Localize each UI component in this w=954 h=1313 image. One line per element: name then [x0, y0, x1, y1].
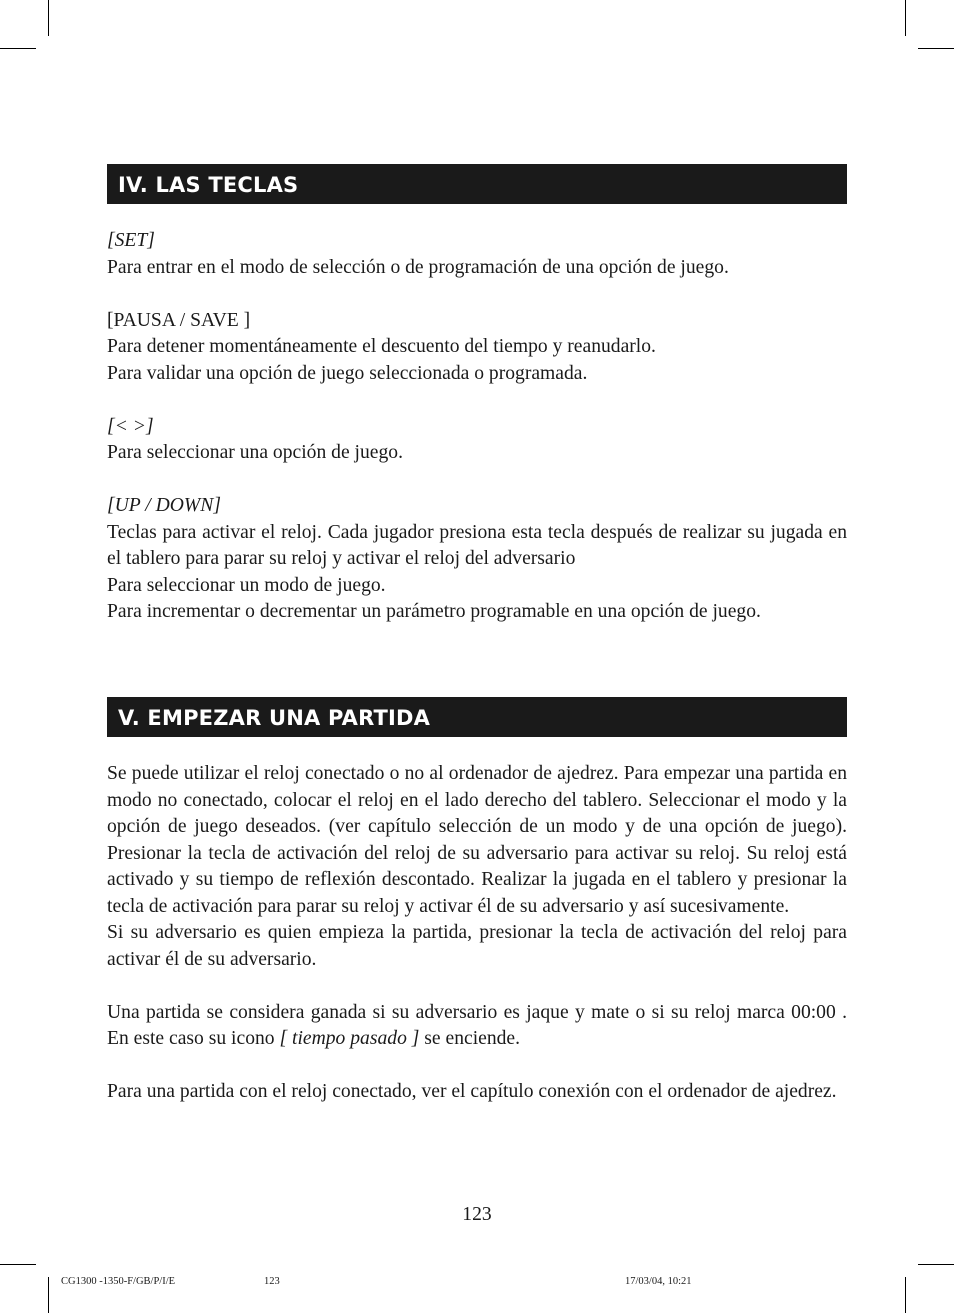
page-number: 123: [462, 1204, 492, 1225]
crop-mark: [918, 1264, 954, 1265]
icon-reference: [ tiempo pasado ]: [279, 1028, 420, 1049]
paragraph: [107, 1000, 847, 1053]
crop-mark: [48, 0, 49, 36]
key-desc-updown-1: Teclas para activar el reloj. Cada jugador presiona esta tecla después de realizar su jugada en el tablero para parar su reloj y activar el reloj del adversario: [107, 521, 847, 569]
crop-mark: [0, 1264, 36, 1265]
key-desc-set: Para entrar en el modo de selección o de programación de una opción de juego.: [107, 256, 729, 278]
key-desc-updown-3: Para incrementar o decrementar un parámetro programable en una opción de juego.: [107, 601, 761, 622]
key-label-pausa: [PAUSA / SAVE ]: [107, 309, 251, 331]
key-desc-pausa-2: Para validar una opción de juego seleccionada o programada.: [107, 362, 588, 384]
teclas-content: [107, 228, 847, 626]
key-desc-pausa-1: Para detener momentáneamente el descuento del tiempo y reanudarlo.: [107, 336, 656, 357]
crop-mark: [0, 48, 36, 49]
section-title: V. EMPEZAR UNA PARTIDA: [118, 706, 431, 730]
paragraph: Se puede utilizar el reloj conectado o no al ordenador de ajedrez. Para empezar una partida en modo no conectado, colocar el reloj en el lado derecho del tablero. Seleccionar el modo y la opción de juego deseados. (ver capítulo selección de un modo y de una opción de juego). Presionar la tecla de activación del reloj de su adversario para activar su reloj. Su reloj está activado y su tiempo de reflexión descontado. Realizar la jugada en el tablero y presionar la tecla de activación para parar su reloj y activar él de su adversario y así sucesivamente.: [107, 763, 847, 917]
section-heading-teclas: [107, 164, 847, 204]
footer-page: 123: [264, 1276, 280, 1287]
footer-doc-code: CG1300 -1350-F/GB/P/I/E: [61, 1276, 176, 1287]
section-title: IV. LAS TECLAS: [118, 173, 299, 197]
key-label-set: [SET]: [107, 230, 155, 251]
partida-content: [107, 761, 847, 1106]
paragraph: Si su adversario es quien empieza la partida, presionar la tecla de activación del reloj para activar él de su adversario.: [107, 922, 847, 970]
footer-datetime: 17/03/04, 10:21: [625, 1276, 692, 1287]
key-desc-updown-2: Para seleccionar un modo de juego.: [107, 574, 386, 596]
crop-mark: [918, 48, 954, 49]
key-desc-arrows: Para seleccionar una opción de juego.: [107, 442, 403, 463]
crop-mark: [48, 1277, 49, 1313]
paragraph-text: se enciende.: [419, 1028, 521, 1049]
paragraph: Para una partida con el reloj conectado, ver el capítulo conexión con el ordenador de ajedrez.: [107, 1081, 837, 1102]
key-label-updown: [UP / DOWN]: [107, 495, 221, 516]
crop-mark: [905, 0, 906, 36]
key-label-arrows: [< >]: [107, 415, 154, 437]
crop-mark: [905, 1277, 906, 1313]
section-heading-partida: [107, 697, 847, 737]
paragraph-text: Una partida se considera ganada si su adversario es jaque y mate o si su reloj marca 00:00 . En este caso su icono: [107, 1001, 847, 1049]
